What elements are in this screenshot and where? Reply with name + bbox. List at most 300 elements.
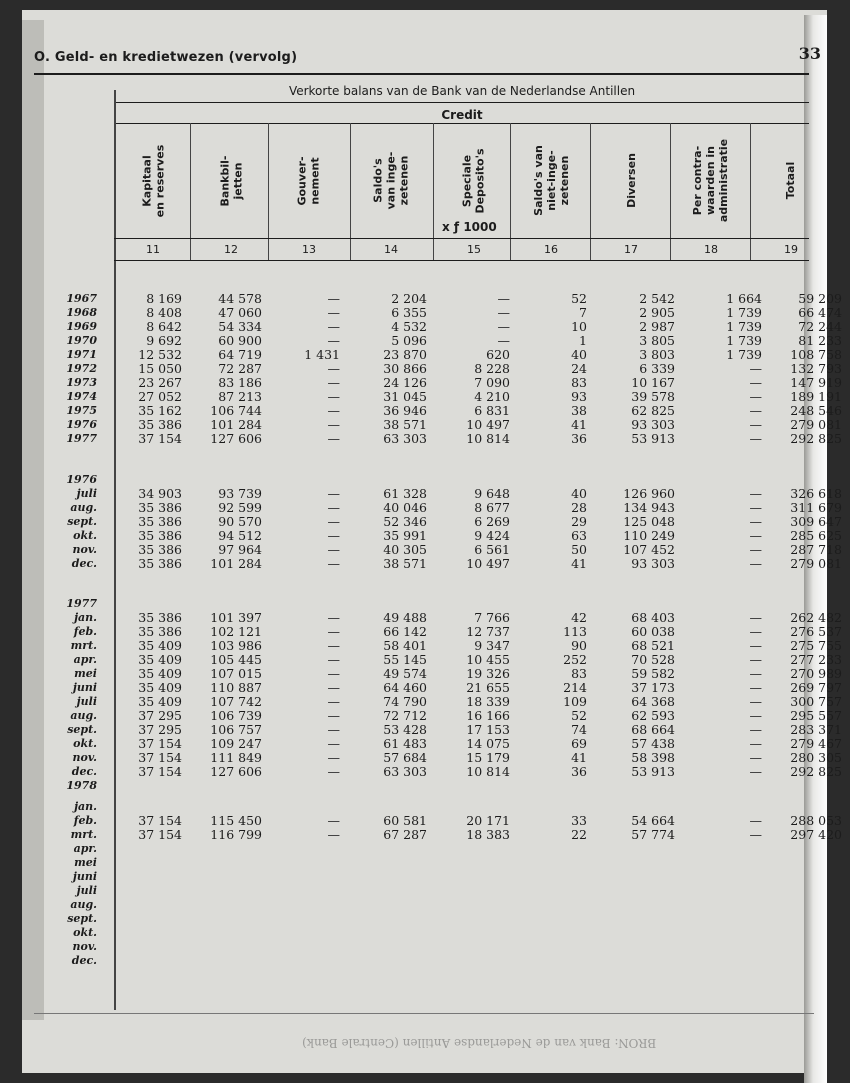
- row-label: juni: [72, 870, 97, 883]
- bottom-rule: [34, 1013, 814, 1014]
- table-cell: 6 355: [391, 305, 427, 320]
- table-cell: 5 096: [391, 333, 427, 348]
- row-label: dec.: [71, 557, 97, 570]
- column-header-label: Bankbil- jetten: [218, 155, 244, 206]
- table-cell: 102 121: [210, 624, 262, 639]
- table-cell: —: [327, 375, 340, 390]
- row-label: mei: [74, 667, 97, 680]
- table-cell: 248 546: [790, 403, 842, 418]
- table-cell: —: [327, 486, 340, 501]
- table-cell: 83: [571, 666, 587, 681]
- column-divider: [670, 123, 671, 260]
- table-cell: 326 618: [790, 486, 842, 501]
- table-title: Verkorte balans van de Bank van de Nederlandse Antillen: [288, 84, 636, 98]
- table-cell: 36: [571, 431, 587, 446]
- table-cell: 283 371: [790, 722, 842, 737]
- table-cell: 90 570: [218, 514, 262, 529]
- table-cell: 127 606: [210, 431, 262, 446]
- table-cell: 297 420: [790, 827, 842, 842]
- table-cell: 4 532: [391, 319, 427, 334]
- table-cell: 93 303: [631, 556, 675, 571]
- table-cell: 17 153: [466, 722, 510, 737]
- table-cell: 38: [571, 403, 587, 418]
- table-cell: 87 213: [218, 389, 262, 404]
- table-cell: —: [327, 542, 340, 557]
- table-cell: 21 655: [466, 680, 510, 695]
- row-label: 1977: [66, 597, 97, 610]
- document-page: [22, 10, 842, 1073]
- table-cell: 18 383: [466, 827, 510, 842]
- table-cell: 37 295: [138, 708, 182, 723]
- row-label: juli: [76, 487, 97, 500]
- row-label: nov.: [72, 751, 97, 764]
- table-cell: 1 739: [726, 319, 762, 334]
- table-cell: 113: [563, 624, 587, 639]
- table-cell: —: [749, 556, 762, 571]
- table-cell: 35 386: [138, 610, 182, 625]
- table-cell: —: [749, 486, 762, 501]
- column-number-14: 14: [384, 243, 398, 256]
- table-cell: 2 204: [391, 291, 427, 306]
- row-label: 1968: [66, 306, 97, 319]
- table-cell: 35 409: [138, 652, 182, 667]
- table-cell: 57 684: [383, 750, 427, 765]
- table-cell: 214: [563, 680, 587, 695]
- table-cell: —: [327, 500, 340, 515]
- row-label: juli: [76, 695, 97, 708]
- table-cell: 8 228: [474, 361, 510, 376]
- table-cell: 8 408: [146, 305, 182, 320]
- table-cell: 2 987: [639, 319, 675, 334]
- table-cell: 106 739: [210, 708, 262, 723]
- table-cell: —: [749, 389, 762, 404]
- table-cell: 35 409: [138, 680, 182, 695]
- table-cell: 116 799: [210, 827, 262, 842]
- row-label: 1978: [66, 779, 97, 792]
- table-cell: 63 303: [383, 431, 427, 446]
- column-header-label: Totaal: [784, 161, 798, 200]
- table-cell: 47 060: [218, 305, 262, 320]
- table-cell: 134 943: [623, 500, 675, 515]
- table-cell: 2 542: [639, 291, 675, 306]
- table-cell: 106 744: [210, 403, 262, 418]
- table-cell: 6 269: [474, 514, 510, 529]
- table-cell: 72 712: [383, 708, 427, 723]
- table-cell: 37 295: [138, 722, 182, 737]
- table-cell: 2 905: [639, 305, 675, 320]
- table-cell: —: [749, 750, 762, 765]
- unit-label: x ƒ 1000: [442, 220, 497, 234]
- table-cell: 40: [571, 347, 587, 362]
- table-cell: 14 075: [466, 736, 510, 751]
- table-cell: 35 409: [138, 694, 182, 709]
- table-cell: 277 233: [790, 652, 842, 667]
- column-number-12: 12: [224, 243, 238, 256]
- table-cell: 8 169: [146, 291, 182, 306]
- row-label: jan.: [74, 800, 97, 813]
- row-label: aug.: [70, 898, 97, 911]
- table-cell: —: [327, 680, 340, 695]
- table-cell: 18 339: [466, 694, 510, 709]
- row-label: mei: [74, 856, 97, 869]
- table-cell: 101 397: [210, 610, 262, 625]
- column-divider: [590, 123, 591, 260]
- table-cell: —: [749, 542, 762, 557]
- table-cell: 69: [571, 736, 587, 751]
- table-cell: 63: [571, 528, 587, 543]
- column-header-14: [352, 123, 430, 238]
- table-cell: —: [749, 431, 762, 446]
- table-cell: 34 903: [138, 486, 182, 501]
- column-number-17: 17: [624, 243, 638, 256]
- table-cell: 72 287: [218, 361, 262, 376]
- table-cell: 74 790: [383, 694, 427, 709]
- table-cell: 620: [486, 347, 510, 362]
- table-cell: 107 452: [623, 542, 675, 557]
- table-cell: 66 142: [383, 624, 427, 639]
- table-cell: 279 081: [790, 417, 842, 432]
- table-cell: 280 305: [790, 750, 842, 765]
- table-cell: 300 757: [790, 694, 842, 709]
- table-cell: —: [327, 389, 340, 404]
- table-cell: —: [749, 624, 762, 639]
- column-header-label: Gouver- nement: [295, 155, 322, 206]
- table-cell: 37 154: [138, 827, 182, 842]
- table-cell: 275 755: [790, 638, 842, 653]
- table-cell: —: [327, 417, 340, 432]
- table-cell: 41: [571, 556, 587, 571]
- table-cell: 35 162: [138, 403, 182, 418]
- table-cell: 4 210: [474, 389, 510, 404]
- table-cell: 72 244: [798, 319, 842, 334]
- table-cell: 39 578: [631, 389, 675, 404]
- table-cell: 54 334: [218, 319, 262, 334]
- table-cell: —: [749, 610, 762, 625]
- source-note: BRON: Bank van de Nederlandse Antillen (Centrale Bank): [302, 1036, 657, 1050]
- table-cell: 64 368: [631, 694, 675, 709]
- column-number-19: 19: [784, 243, 798, 256]
- row-label: sept.: [67, 515, 97, 528]
- table-cell: 44 578: [218, 291, 262, 306]
- row-label: mrt.: [70, 828, 97, 841]
- table-cell: —: [749, 827, 762, 842]
- table-cell: 90: [571, 638, 587, 653]
- table-cell: 37 154: [138, 813, 182, 828]
- table-cell: —: [749, 708, 762, 723]
- table-cell: 49 488: [383, 610, 427, 625]
- table-cell: —: [749, 417, 762, 432]
- table-cell: 111 849: [210, 750, 262, 765]
- table-cell: 35 386: [138, 624, 182, 639]
- row-label: okt.: [73, 529, 97, 542]
- table-cell: 22: [571, 827, 587, 842]
- table-cell: —: [327, 431, 340, 446]
- table-cell: —: [749, 680, 762, 695]
- table-cell: —: [327, 652, 340, 667]
- table-cell: 9 347: [474, 638, 510, 653]
- table-cell: 1 739: [726, 305, 762, 320]
- table-cell: 9 692: [146, 333, 182, 348]
- column-number-15: 15: [467, 243, 481, 256]
- table-cell: —: [749, 361, 762, 376]
- table-cell: 59 209: [798, 291, 842, 306]
- table-cell: 3 803: [639, 347, 675, 362]
- table-cell: 37 154: [138, 736, 182, 751]
- row-label: nov.: [72, 543, 97, 556]
- column-header-11: [114, 123, 192, 238]
- table-cell: 68 403: [631, 610, 675, 625]
- table-cell: —: [749, 514, 762, 529]
- table-cell: 57 774: [631, 827, 675, 842]
- table-cell: 64 719: [218, 347, 262, 362]
- column-header-label: Diversen: [624, 153, 638, 208]
- table-cell: —: [327, 610, 340, 625]
- table-cell: 10 497: [466, 556, 510, 571]
- table-cell: —: [497, 291, 510, 306]
- table-cell: 67 287: [383, 827, 427, 842]
- row-label: nov.: [72, 940, 97, 953]
- table-cell: —: [749, 764, 762, 779]
- table-cell: 125 048: [623, 514, 675, 529]
- table-cell: 19 326: [466, 666, 510, 681]
- table-cell: 31 045: [383, 389, 427, 404]
- table-cell: 10: [571, 319, 587, 334]
- row-label: 1977: [66, 432, 97, 445]
- table-cell: 70 528: [631, 652, 675, 667]
- table-cell: —: [749, 403, 762, 418]
- column-divider: [750, 123, 751, 260]
- column-header-label: Speciale Deposito's: [460, 147, 487, 214]
- table-cell: 54 664: [631, 813, 675, 828]
- row-label: dec.: [71, 765, 97, 778]
- table-cell: 132 793: [790, 361, 842, 376]
- table-cell: 49 574: [383, 666, 427, 681]
- table-cell: 29: [571, 514, 587, 529]
- table-cell: 287 718: [790, 542, 842, 557]
- table-cell: —: [749, 528, 762, 543]
- table-cell: 35 386: [138, 556, 182, 571]
- table-cell: 279 467: [790, 736, 842, 751]
- row-label: 1976: [66, 473, 97, 486]
- row-label: 1972: [66, 362, 97, 375]
- table-cell: 8 642: [146, 319, 182, 334]
- table-cell: —: [327, 291, 340, 306]
- column-header-label: Saldo's van inge- zetenen: [371, 151, 411, 210]
- table-cell: 6 831: [474, 403, 510, 418]
- table-cell: 110 249: [623, 528, 675, 543]
- table-cell: —: [327, 556, 340, 571]
- table-cell: —: [327, 813, 340, 828]
- column-number-13: 13: [302, 243, 316, 256]
- table-cell: —: [497, 305, 510, 320]
- table-cell: 40: [571, 486, 587, 501]
- table-cell: 15 179: [466, 750, 510, 765]
- table-cell: 36: [571, 764, 587, 779]
- table-cell: 7 090: [474, 375, 510, 390]
- table-cell: —: [749, 638, 762, 653]
- table-cell: 105 445: [210, 652, 262, 667]
- table-cell: 103 986: [210, 638, 262, 653]
- table-cell: 93: [571, 389, 587, 404]
- table-cell: 15 050: [138, 361, 182, 376]
- table-cell: 1 431: [304, 347, 340, 362]
- column-header-17: [592, 123, 670, 238]
- table-cell: 16 166: [466, 708, 510, 723]
- table-cell: —: [327, 333, 340, 348]
- table-cell: 53 428: [383, 722, 427, 737]
- header-rule: [114, 238, 809, 239]
- table-cell: 41: [571, 750, 587, 765]
- row-label: mrt.: [70, 639, 97, 652]
- table-cell: 292 825: [790, 431, 842, 446]
- table-cell: 3 805: [639, 333, 675, 348]
- table-cell: 127 606: [210, 764, 262, 779]
- table-cell: —: [749, 813, 762, 828]
- table-cell: 1 664: [726, 291, 762, 306]
- table-cell: 55 145: [383, 652, 427, 667]
- column-header-13: [270, 123, 348, 238]
- row-label: feb.: [73, 814, 97, 827]
- table-cell: 20 171: [466, 813, 510, 828]
- table-cell: 288 053: [790, 813, 842, 828]
- table-cell: 23 870: [383, 347, 427, 362]
- table-cell: 252: [563, 652, 587, 667]
- table-cell: —: [327, 722, 340, 737]
- table-cell: —: [749, 500, 762, 515]
- table-cell: 60 581: [383, 813, 427, 828]
- table-cell: 35 386: [138, 528, 182, 543]
- table-cell: 6 339: [639, 361, 675, 376]
- table-cell: 126 960: [623, 486, 675, 501]
- facing-page-edge: [22, 20, 44, 1020]
- row-label: aug.: [70, 501, 97, 514]
- column-header-18: [672, 123, 750, 238]
- colnum-rule: [114, 260, 809, 261]
- table-cell: —: [327, 361, 340, 376]
- table-cell: 58 398: [631, 750, 675, 765]
- table-cell: 262 482: [790, 610, 842, 625]
- table-cell: 38 571: [383, 417, 427, 432]
- table-cell: —: [327, 827, 340, 842]
- column-divider: [268, 123, 269, 260]
- table-cell: 40 046: [383, 500, 427, 515]
- table-cell: 35 386: [138, 500, 182, 515]
- table-cell: 81 233: [798, 333, 842, 348]
- row-label: 1969: [66, 320, 97, 333]
- table-cell: 107 742: [210, 694, 262, 709]
- table-cell: 27 052: [138, 389, 182, 404]
- table-cell: 35 386: [138, 542, 182, 557]
- table-cell: 292 825: [790, 764, 842, 779]
- table-cell: 52 346: [383, 514, 427, 529]
- row-label: apr.: [73, 842, 97, 855]
- table-cell: —: [327, 736, 340, 751]
- table-cell: 10 814: [466, 764, 510, 779]
- table-cell: 64 460: [383, 680, 427, 695]
- row-label: 1970: [66, 334, 97, 347]
- column-number-11: 11: [146, 243, 160, 256]
- table-cell: —: [327, 750, 340, 765]
- row-label: dec.: [71, 954, 97, 967]
- table-cell: 35 386: [138, 417, 182, 432]
- table-cell: 279 081: [790, 556, 842, 571]
- row-label: 1974: [66, 390, 97, 403]
- table-cell: 62 825: [631, 403, 675, 418]
- row-label: okt.: [73, 926, 97, 939]
- column-header-16: [512, 123, 590, 238]
- table-cell: 92 599: [218, 500, 262, 515]
- row-label: aug.: [70, 709, 97, 722]
- column-number-18: 18: [704, 243, 718, 256]
- column-header-label: Saldo's van niet-inge- zetenen: [531, 145, 571, 216]
- table-cell: —: [327, 305, 340, 320]
- table-cell: 10 497: [466, 417, 510, 432]
- title-underline: [114, 102, 809, 103]
- column-divider: [510, 123, 511, 260]
- column-divider: [433, 123, 434, 260]
- table-cell: 83 186: [218, 375, 262, 390]
- table-cell: 38 571: [383, 556, 427, 571]
- table-cell: —: [327, 514, 340, 529]
- table-cell: 309 647: [790, 514, 842, 529]
- table-cell: 269 797: [790, 680, 842, 695]
- table-cell: 35 409: [138, 666, 182, 681]
- table-cell: 295 557: [790, 708, 842, 723]
- page-number: 33: [798, 44, 821, 63]
- table-cell: —: [327, 638, 340, 653]
- table-cell: 101 284: [210, 417, 262, 432]
- table-cell: 30 866: [383, 361, 427, 376]
- row-label: sept.: [67, 912, 97, 925]
- table-cell: 110 887: [210, 680, 262, 695]
- row-label: apr.: [73, 653, 97, 666]
- table-cell: 24: [571, 361, 587, 376]
- table-cell: 66 474: [798, 305, 842, 320]
- table-cell: 8 677: [474, 500, 510, 515]
- row-label: juli: [76, 884, 97, 897]
- table-cell: 1 739: [726, 347, 762, 362]
- table-cell: 270 989: [790, 666, 842, 681]
- table-cell: 33: [571, 813, 587, 828]
- table-cell: 189 191: [790, 389, 842, 404]
- row-label: juni: [72, 681, 97, 694]
- table-cell: 7 766: [474, 610, 510, 625]
- table-cell: 52: [571, 708, 587, 723]
- table-cell: 101 284: [210, 556, 262, 571]
- table-cell: 35 991: [383, 528, 427, 543]
- row-label: 1975: [66, 404, 97, 417]
- table-cell: —: [749, 736, 762, 751]
- table-cell: 93 303: [631, 417, 675, 432]
- table-cell: 12 737: [466, 624, 510, 639]
- title-rule: [34, 73, 809, 75]
- table-cell: 53 913: [631, 431, 675, 446]
- table-cell: —: [749, 375, 762, 390]
- table-cell: —: [327, 528, 340, 543]
- page-title: O. Geld- en kredietwezen (vervolg): [34, 50, 298, 65]
- table-cell: —: [749, 652, 762, 667]
- table-cell: —: [749, 722, 762, 737]
- table-cell: 60 900: [218, 333, 262, 348]
- table-cell: 57 438: [631, 736, 675, 751]
- table-cell: 10 455: [466, 652, 510, 667]
- table-cell: 37 154: [138, 431, 182, 446]
- table-cell: 37 154: [138, 750, 182, 765]
- table-cell: 59 582: [631, 666, 675, 681]
- table-cell: 74: [571, 722, 587, 737]
- table-cell: 10 167: [631, 375, 675, 390]
- table-cell: 147 919: [790, 375, 842, 390]
